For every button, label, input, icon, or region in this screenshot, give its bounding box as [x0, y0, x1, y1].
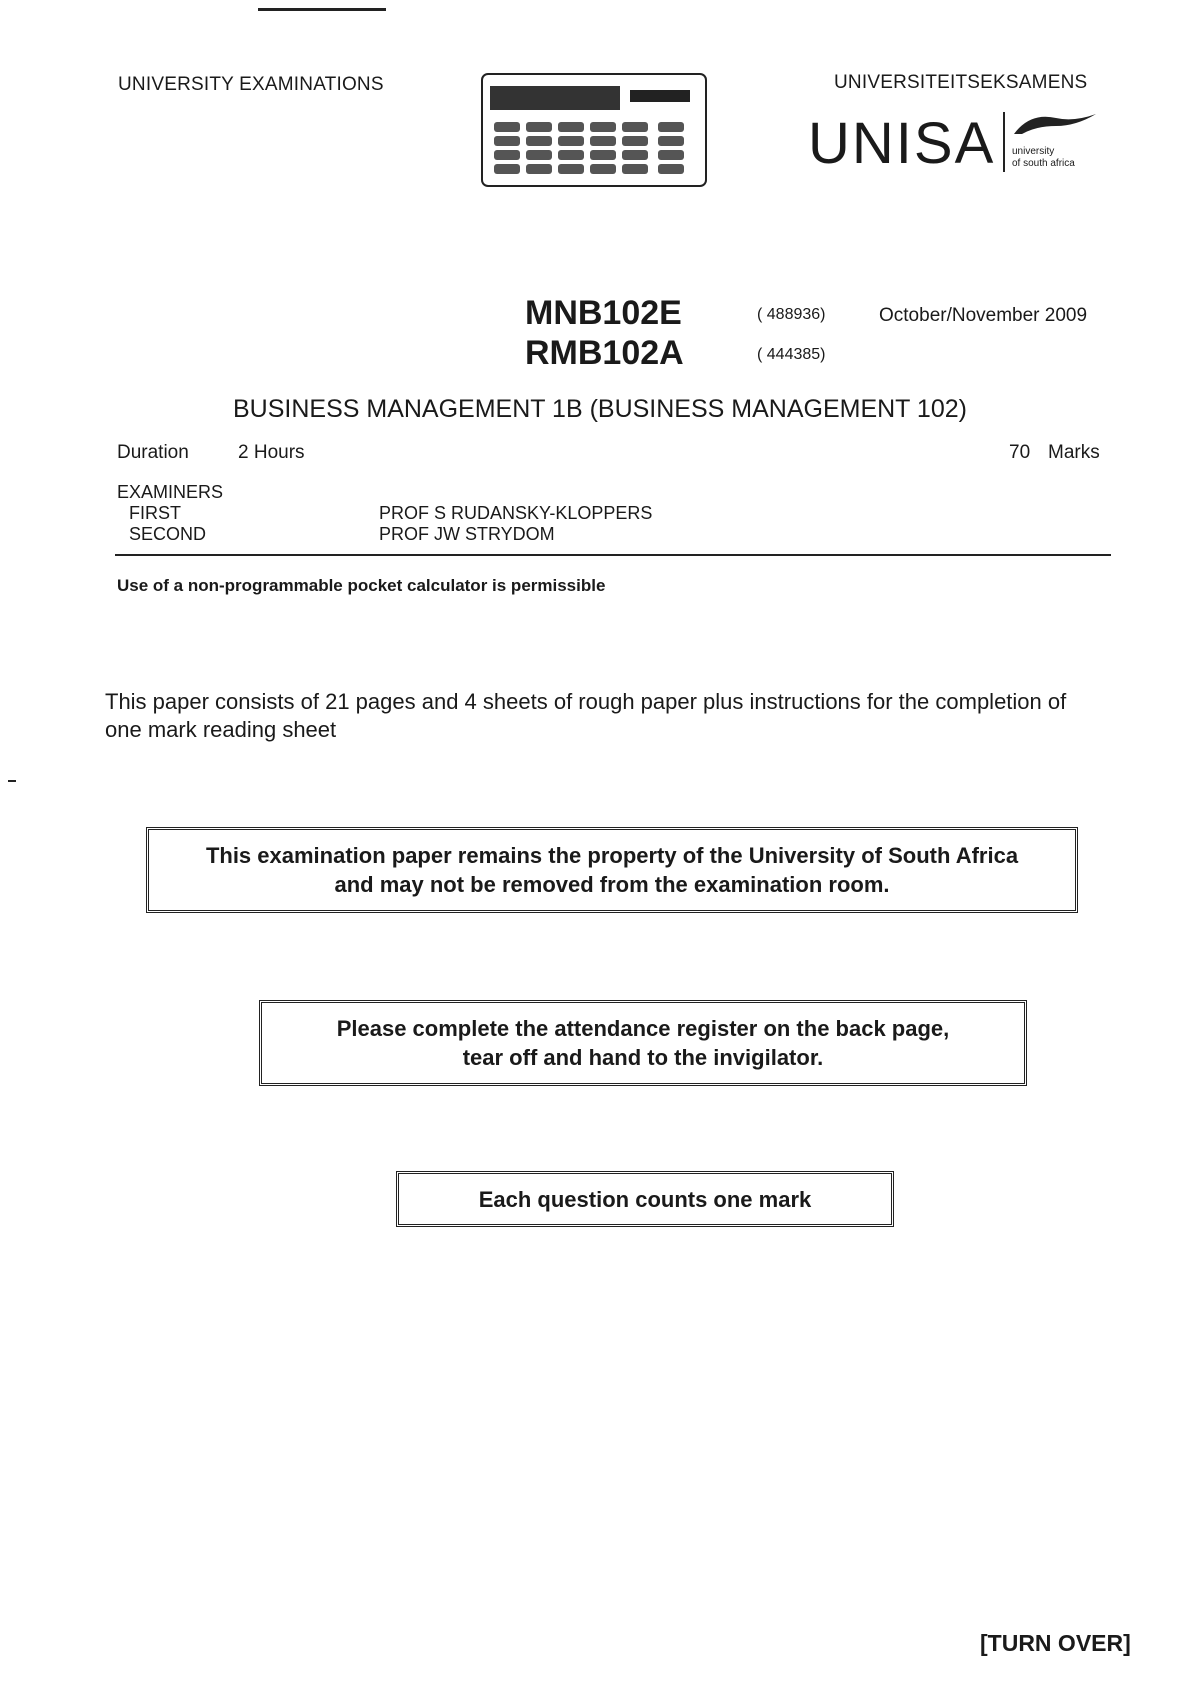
header-rule — [115, 554, 1111, 556]
header-left-title: UNIVERSITY EXAMINATIONS — [118, 74, 384, 95]
marks-notice-text: Each question counts one mark — [478, 1186, 812, 1212]
scan-mark-top — [258, 8, 386, 11]
course-title: BUSINESS MANAGEMENT 1B (BUSINESS MANAGEMENT 102) — [233, 395, 967, 423]
attendance-notice-line1: Please complete the attendance register on the back page, — [336, 1016, 950, 1041]
exam-period: October/November 2009 — [879, 305, 1088, 326]
paper-info: This paper consists of 21 pages and 4 sheets of rough paper plus instructions for the completion of one mark reading sheet — [105, 689, 1067, 742]
marks-label: Marks — [1048, 442, 1100, 463]
calculator-note: Use of a non-programmable pocket calculator is permissible — [117, 576, 606, 595]
property-notice-line1: This examination paper remains the property of the University of South Africa — [205, 843, 1019, 868]
logo-subtext-line1: university — [1012, 146, 1055, 157]
course-code-2: RMB102A — [525, 334, 684, 372]
course-code-1: MNB102E — [525, 294, 682, 332]
examiner-first-name: PROF S RUDANSKY-KLOPPERS — [379, 503, 653, 523]
duration-label: Duration — [117, 442, 189, 463]
marks-value: 70 — [1009, 442, 1031, 463]
logo-emblem-icon — [1010, 108, 1100, 138]
logo-subtext-line2: of south africa — [1012, 158, 1075, 169]
course-number-2: ( 444385) — [757, 346, 826, 363]
examiners-heading: EXAMINERS — [117, 482, 224, 502]
property-notice-line2: and may not be removed from the examination room. — [334, 872, 890, 897]
attendance-notice-line2: tear off and hand to the invigilator. — [462, 1045, 824, 1070]
unisa-logo-text: UNISA — [808, 111, 996, 176]
calculator-icon — [480, 72, 708, 188]
scan-mark-left — [8, 780, 16, 782]
marks-notice-box — [396, 1171, 894, 1227]
course-number-1: ( 488936) — [757, 306, 826, 323]
attendance-notice-box — [259, 1000, 1027, 1086]
examiner-second-name: PROF JW STRYDOM — [379, 524, 555, 544]
property-notice-box — [146, 827, 1078, 913]
header-right-title: UNIVERSITEITSEKSAMENS — [834, 72, 1088, 93]
unisa-logo — [808, 108, 1098, 178]
examiner-first-label: FIRST — [129, 503, 181, 523]
turn-over-label: [TURN OVER] — [980, 1630, 1131, 1656]
logo-divider — [1003, 112, 1005, 172]
duration-value: 2 Hours — [238, 442, 305, 463]
examiner-second-label: SECOND — [129, 524, 207, 544]
